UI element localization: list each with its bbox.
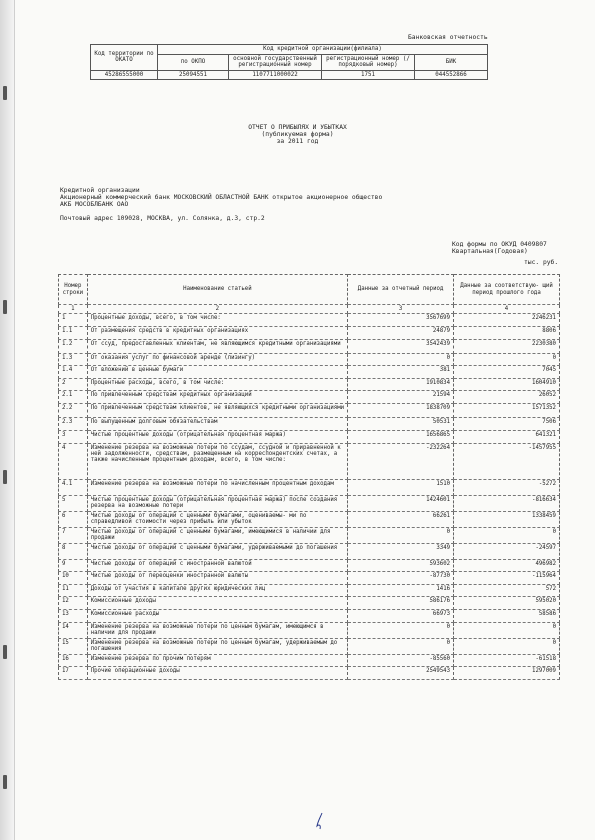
- row-number: 1.1: [59, 327, 88, 340]
- row-number: 8: [59, 543, 88, 559]
- row-previous-value: 0: [454, 527, 560, 543]
- territory-code-value: 45286555000: [91, 70, 158, 80]
- row-item-name: Чистые доходы от переоценки иностранной валюты: [87, 572, 347, 585]
- row-item-name: По привлеченным средствам кредитных организаций: [87, 391, 347, 404]
- row-current-value: 50531: [348, 417, 454, 430]
- row-number: 2.1: [59, 391, 88, 404]
- org-full-name: Акционерный коммерческий банк МОСКОВСКИЙ ОБЛАСТНОЙ БАНК открытое акционерное общество: [60, 194, 383, 201]
- table-row: [59, 584, 560, 597]
- row-current-value: 1510: [348, 479, 454, 495]
- form-period-type: Квартальная(Годовая): [452, 248, 528, 255]
- row-current-value: 0: [348, 527, 454, 543]
- org-label: Кредитной организации: [60, 187, 140, 194]
- row-number: 5: [59, 495, 88, 511]
- row-previous-value: 1604910: [454, 378, 560, 391]
- row-item-name: Чистые процентные доходы (отрицательная процентная маржа): [87, 430, 347, 443]
- row-previous-value: 2230380: [454, 339, 560, 353]
- row-current-value: 1910834: [348, 378, 454, 391]
- row-current-value: 3567699: [348, 314, 454, 327]
- row-item-name: Комиссионные доходы: [87, 597, 347, 610]
- bik-value: 044552866: [415, 70, 488, 80]
- currency-units: тыс. руб.: [524, 259, 559, 266]
- regnum-header: регистрационный номер (/порядковый номер): [322, 54, 415, 70]
- okpo-value: 25094551: [158, 70, 229, 80]
- row-previous-value: 2246231: [454, 314, 560, 327]
- table-row: [59, 366, 560, 379]
- row-number: 6: [59, 511, 88, 527]
- row-item-name: Процентные расходы, всего, в том числе:: [87, 378, 347, 391]
- row-number: 4: [59, 443, 88, 479]
- table-row: [59, 609, 560, 622]
- row-number: 11: [59, 584, 88, 597]
- row-item-name: По привлеченным средствам клиентов, не являющихся кредитными организациями: [87, 403, 347, 417]
- row-number: 7: [59, 527, 88, 543]
- row-item-name: Изменение резерва на возможные потери по начисленным процентным доходам: [87, 479, 347, 495]
- row-item-name: Изменение резерва на возможные потери по ценным бумагам, удерживаемым до погашения: [87, 638, 347, 654]
- table-row: [59, 667, 560, 680]
- table-row: [59, 654, 560, 667]
- row-previous-value: -816634: [454, 495, 560, 511]
- report-period: за 2011 год: [276, 138, 319, 145]
- okpo-header: по ОКПО: [158, 54, 229, 70]
- row-current-value: 21594: [348, 391, 454, 404]
- table-row: [59, 543, 560, 559]
- row-number: 13: [59, 609, 88, 622]
- row-previous-value: 1297009: [454, 667, 560, 680]
- binding-mark: [3, 470, 7, 484]
- binding-mark: [3, 86, 7, 100]
- row-current-value: 381: [348, 366, 454, 379]
- column-number: 3: [348, 305, 454, 314]
- row-previous-value: 26052: [454, 391, 560, 404]
- row-item-name: Доходы от участия в капитале других юридических лиц: [87, 584, 347, 597]
- column-number: 1: [59, 305, 88, 314]
- row-item-name: От ссуд, предоставленных клиентам, не являющимся кредитными организациями: [87, 339, 347, 353]
- row-item-name: Чистые доходы от операций с ценными бумагами, имеющимися в наличии для продажи: [87, 527, 347, 543]
- row-number: 3: [59, 430, 88, 443]
- row-number: 2.3: [59, 417, 88, 430]
- row-number: 16: [59, 654, 88, 667]
- header-previous-period: Данные за соответствую- щий период прошлого года: [454, 275, 560, 305]
- table-row: [59, 417, 560, 430]
- row-previous-value: 0: [454, 353, 560, 366]
- row-item-name: От размещения средств в кредитных организациях: [87, 327, 347, 340]
- table-row: [59, 443, 560, 479]
- pen-mark-icon: [314, 812, 326, 830]
- header-item-name: Наименование статьей: [87, 275, 347, 305]
- row-item-name: Чистые доходы от операций с ценными бумагами, оцениваемы- ми по справедливой стоимости через прибыль или убыток: [87, 511, 347, 527]
- row-number: 2.2: [59, 403, 88, 417]
- credit-org-code-header: Код кредитной организации(филиала): [158, 45, 488, 55]
- row-current-value: 3349: [348, 543, 454, 559]
- row-current-value: 66261: [348, 511, 454, 527]
- row-number: 2: [59, 378, 88, 391]
- table-row: [59, 479, 560, 495]
- row-current-value: 1424601: [348, 495, 454, 511]
- org-short-name: АКБ МОСОБЛБАНК ОАО: [60, 201, 129, 208]
- table-row: [59, 378, 560, 391]
- table-row: [59, 430, 560, 443]
- row-item-name: Изменение резерва по прочим потерям: [87, 654, 347, 667]
- postal-address: Почтовый адрес 109028, МОСКВА, ул. Солянка, д.3, стр.2: [60, 215, 265, 222]
- report-title: ОТЧЕТ О ПРИБЫЛЯХ И УБЫТКАХ: [248, 124, 347, 131]
- row-previous-value: 7045: [454, 366, 560, 379]
- table-row: [59, 511, 560, 527]
- regnum-value: 1751: [322, 70, 415, 80]
- row-previous-value: -61518: [454, 654, 560, 667]
- table-row: [59, 622, 560, 638]
- row-previous-value: 7506: [454, 417, 560, 430]
- row-current-value: 593602: [348, 559, 454, 572]
- row-current-value: 0: [348, 622, 454, 638]
- row-previous-value: 58586: [454, 609, 560, 622]
- table-row: [59, 559, 560, 572]
- row-current-value: 1838709: [348, 403, 454, 417]
- row-number: 1.4: [59, 366, 88, 379]
- row-current-value: 2549543: [348, 667, 454, 680]
- row-number: 1.3: [59, 353, 88, 366]
- row-current-value: 0: [348, 638, 454, 654]
- row-previous-value: 0: [454, 622, 560, 638]
- row-current-value: -87730: [348, 572, 454, 585]
- binding-mark: [3, 775, 7, 789]
- bik-header: БИК: [415, 54, 488, 70]
- row-previous-value: 595020: [454, 597, 560, 610]
- row-item-name: Чистые доходы от операций с ценными бумагами, удерживаемыми до погашения: [87, 543, 347, 559]
- table-row: [59, 638, 560, 654]
- row-current-value: 66973: [348, 609, 454, 622]
- row-item-name: Изменение резерва на возможные потери по ссудам, ссудной и приравненной к ней задолженности, средствам, размещенным на корреспондентских счетах, а также начисленным процентным доходам, всего, в том числе:: [87, 443, 347, 479]
- header-current-period: Данные за отчетный период: [348, 275, 454, 305]
- table-row: [59, 572, 560, 585]
- table-row: [59, 353, 560, 366]
- column-number: 2: [87, 305, 347, 314]
- territory-code-header: Код территории по ОКАТО: [91, 45, 158, 71]
- row-number: 1.2: [59, 339, 88, 353]
- table-row: [59, 495, 560, 511]
- table-row: [59, 391, 560, 404]
- row-number: 1: [59, 314, 88, 327]
- binding-mark: [3, 300, 7, 314]
- table-row: [59, 527, 560, 543]
- row-number: 12: [59, 597, 88, 610]
- row-item-name: Чистые процентные доходы (отрицательная процентная маржа) после создания резерва на возможные потери: [87, 495, 347, 511]
- column-number-row: [59, 305, 560, 314]
- row-previous-value: 641321: [454, 430, 560, 443]
- row-previous-value: -24597: [454, 543, 560, 559]
- income-statement-table: [58, 274, 560, 680]
- table-row: [59, 339, 560, 353]
- row-current-value: 1656865: [348, 430, 454, 443]
- row-previous-value: -1457955: [454, 443, 560, 479]
- row-item-name: Изменение резерва на возможные потери по ценным бумагам, имеющимся в наличии для продажи: [87, 622, 347, 638]
- row-current-value: -85560: [348, 654, 454, 667]
- row-previous-value: -115964: [454, 572, 560, 585]
- table-header-row: [59, 275, 560, 305]
- bank-codes-table: [90, 44, 488, 80]
- row-number: 10: [59, 572, 88, 585]
- row-number: 14: [59, 622, 88, 638]
- report-type-label: Банковская отчетность: [408, 34, 488, 41]
- row-number: 17: [59, 667, 88, 680]
- row-previous-value: 0: [454, 638, 560, 654]
- table-row: [59, 327, 560, 340]
- header-row-number: Номер строки: [59, 275, 88, 305]
- ogrn-header: основной государственный регистрационный номер: [229, 54, 322, 70]
- row-current-value: -232264: [348, 443, 454, 479]
- row-current-value: 24879: [348, 327, 454, 340]
- row-number: 15: [59, 638, 88, 654]
- row-current-value: 3542439: [348, 339, 454, 353]
- binding-mark: [3, 645, 7, 659]
- row-item-name: Прочие операционные доходы: [87, 667, 347, 680]
- row-number: 4.1: [59, 479, 88, 495]
- row-current-value: 0: [348, 353, 454, 366]
- table-row: [59, 314, 560, 327]
- table-row: [59, 403, 560, 417]
- row-item-name: Чистые доходы от операций с иностранной валютой: [87, 559, 347, 572]
- row-item-name: Процентные доходы, всего, в том числе:: [87, 314, 347, 327]
- ogrn-value: 1107711000022: [229, 70, 322, 80]
- row-item-name: Комиссионные расходы: [87, 609, 347, 622]
- row-item-name: От вложений в ценные бумаги: [87, 366, 347, 379]
- row-previous-value: 1571352: [454, 403, 560, 417]
- row-item-name: От оказания услуг по финансовой аренде (лизингу): [87, 353, 347, 366]
- column-number: 4: [454, 305, 560, 314]
- row-current-value: 586176: [348, 597, 454, 610]
- row-previous-value: -5272: [454, 479, 560, 495]
- row-previous-value: 572: [454, 584, 560, 597]
- form-code: Код формы по ОКУД 0409807: [452, 241, 547, 248]
- row-item-name: По выпущенным долговым обязательствам: [87, 417, 347, 430]
- row-previous-value: 8806: [454, 327, 560, 340]
- row-current-value: 1416: [348, 584, 454, 597]
- table-row: [59, 597, 560, 610]
- row-previous-value: 496982: [454, 559, 560, 572]
- row-number: 9: [59, 559, 88, 572]
- row-previous-value: 1338459: [454, 511, 560, 527]
- report-subtitle: (публикуемая форма): [261, 131, 334, 138]
